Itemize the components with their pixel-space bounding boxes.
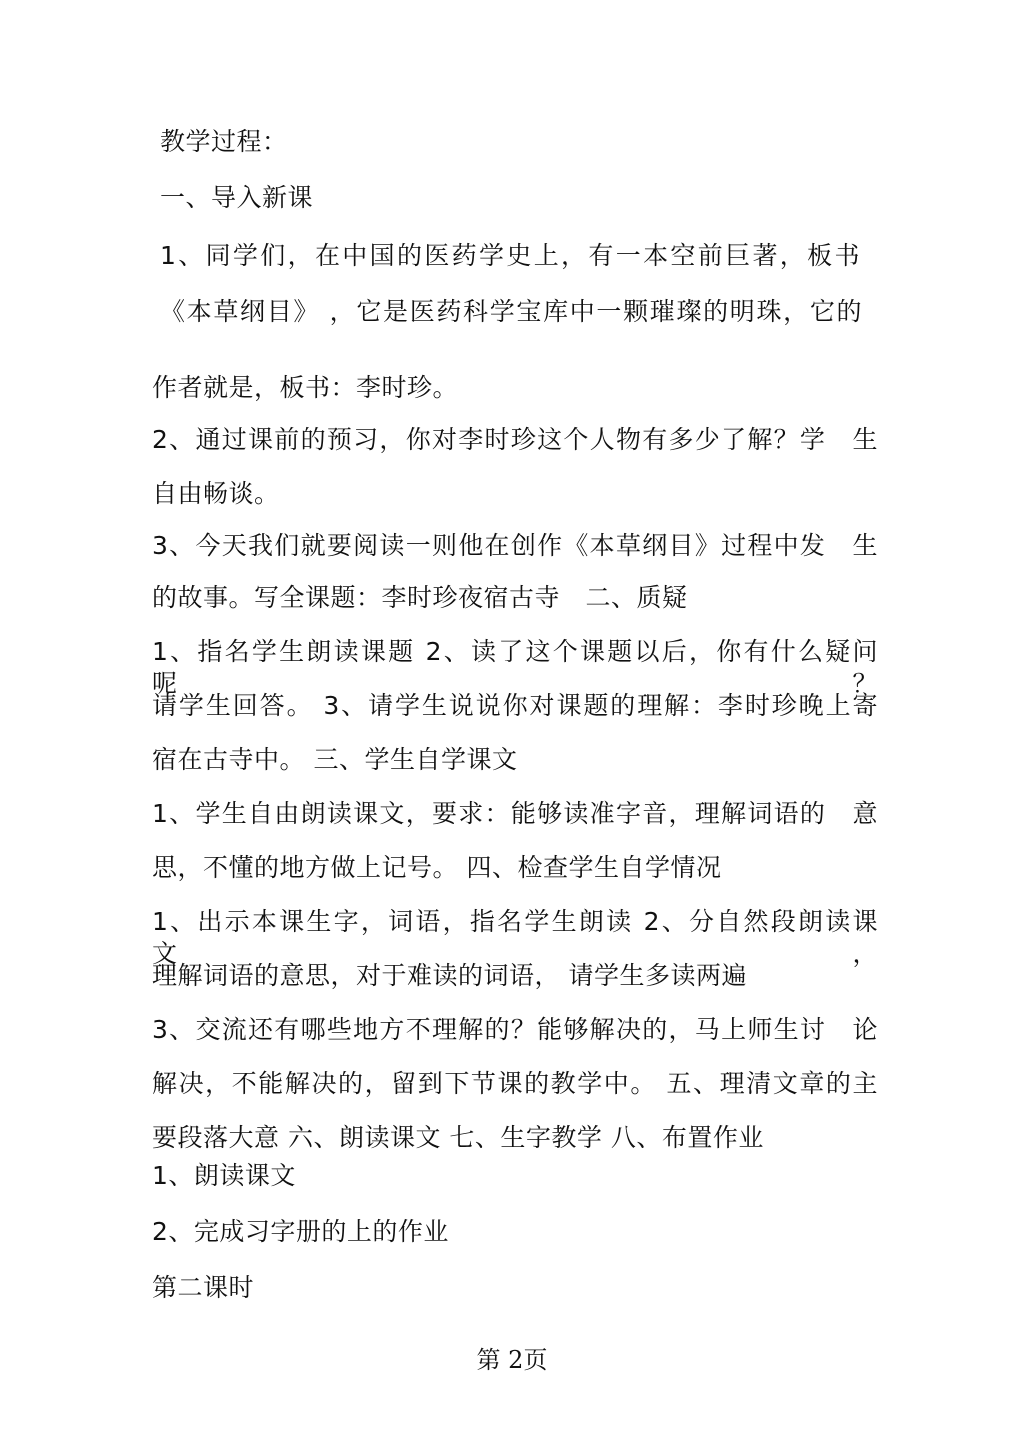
paragraph-line: 1、学生自由朗读课文，要求：能够读准字音，理解词语的 意 <box>152 799 878 828</box>
paragraph-line: 的故事。写全课题：李时珍夜宿古寺 二、质疑 <box>152 583 688 612</box>
paragraph-line: 3、今天我们就要阅读一则他在创作《本草纲目》过程中发 生 <box>152 531 878 560</box>
paragraph-line: 思，不懂的地方做上记号。 四、检查学生自学情况 <box>152 853 722 882</box>
paragraph-line: 3、交流还有哪些地方不理解的？能够解决的，马上师生讨 论 <box>152 1015 878 1044</box>
paragraph-line: 作者就是，板书：李时珍。 <box>152 373 459 402</box>
homework-item: 1、朗读课文 <box>152 1161 296 1190</box>
paragraph-line: 请学生回答。 3、请学生说说你对课题的理解：李时珍晚上寄 <box>152 691 878 720</box>
paragraph-line: 要段落大意 六、朗读课文 七、生字教学 八、布置作业 <box>152 1123 764 1152</box>
paragraph-line: 解决，不能解决的，留到下节课的教学中。 五、理清文章的主 <box>152 1069 878 1098</box>
paragraph-line: 《本草纲目》 ，它是医药科学宝库中一颗璀璨的明珠，它的 <box>160 297 862 326</box>
paragraph-line: 1、出示本课生字，词语，指名学生朗读 2、分自然段朗读课文， <box>152 907 878 968</box>
paragraph-line: 1、指名学生朗读课题 2、读了这个课题以后，你有什么疑问呢？ <box>152 637 878 698</box>
section-heading-teaching-process: 教学过程： <box>160 127 288 156</box>
page-number: 第 2页 <box>476 1346 548 1374</box>
paragraph-line: 2、通过课前的预习，你对李时珍这个人物有多少了解？学 生 <box>152 425 878 454</box>
paragraph-line: 自由畅谈。 <box>152 479 280 508</box>
paragraph-line: 宿在古寺中。 三、学生自学课文 <box>152 745 518 774</box>
homework-item: 2、完成习字册的上的作业 <box>152 1217 449 1246</box>
section-heading-intro: 一、导入新课 <box>160 183 314 212</box>
paragraph-line: 理解词语的意思，对于难读的词语， 请学生多读两遍 <box>152 961 747 990</box>
lesson-heading-second: 第二课时 <box>152 1273 255 1302</box>
paragraph-line: 1、同学们，在中国的医药学史上，有一本空前巨著，板书 <box>160 241 860 270</box>
